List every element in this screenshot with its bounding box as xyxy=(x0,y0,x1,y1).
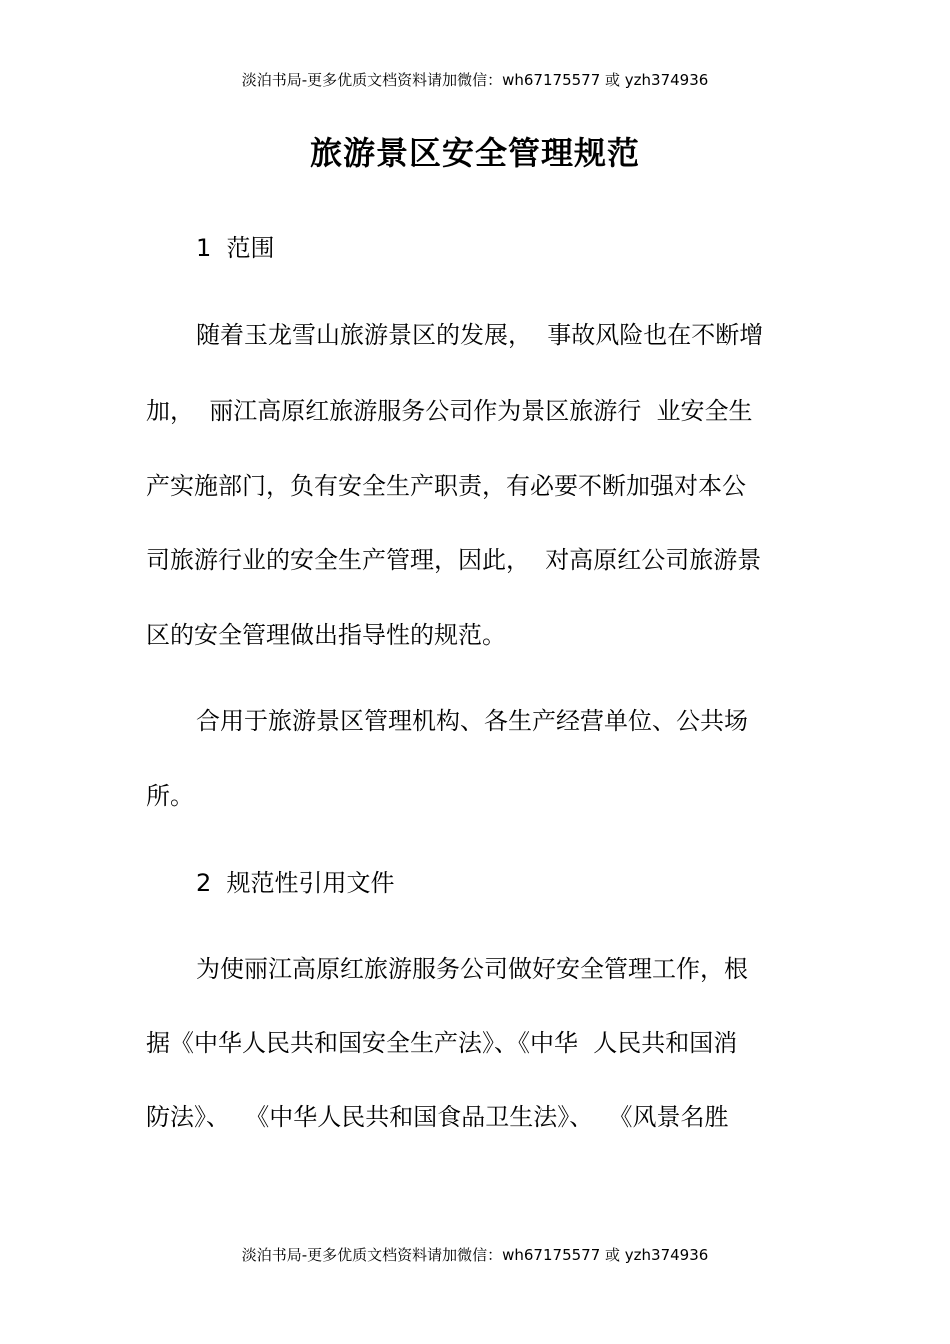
document-title: 旅游景区安全管理规范 xyxy=(309,134,640,172)
paragraph-line: 为使丽江高原红旅游服务公司做好安全管理工作，根 xyxy=(196,955,748,983)
section-heading-references: 2 规范性引用文件 xyxy=(196,869,395,897)
paragraph-line: 司旅游行业的安全生产管理，因此， 对高原红公司旅游景 xyxy=(146,546,762,574)
paragraph-line: 合用于旅游景区管理机构、各生产经营单位、公共场 xyxy=(196,707,748,735)
paragraph-line: 所。 xyxy=(146,782,194,810)
header-watermark: 淡泊书局-更多优质文档资料请加微信：wh67175577 或 yzh374936 xyxy=(241,71,709,89)
footer-watermark: 淡泊书局-更多优质文档资料请加微信：wh67175577 或 yzh374936 xyxy=(241,1246,709,1264)
paragraph-line: 防法》、 《中华人民共和国食品卫生法》、 《风景名胜 xyxy=(146,1103,729,1131)
paragraph-line: 据《中华人民共和国安全生产法》、《中华 人民共和国消 xyxy=(146,1029,738,1057)
paragraph-line: 产实施部门，负有安全生产职责，有必要不断加强对本公 xyxy=(146,472,746,500)
paragraph-line: 区的安全管理做出指导性的规范。 xyxy=(146,621,506,649)
paragraph-line: 随着玉龙雪山旅游景区的发展， 事故风险也在不断增 xyxy=(196,321,764,349)
paragraph-line: 加， 丽江高原红旅游服务公司作为景区旅游行 业安全生 xyxy=(146,397,753,425)
section-heading-scope: 1 范围 xyxy=(196,234,275,262)
